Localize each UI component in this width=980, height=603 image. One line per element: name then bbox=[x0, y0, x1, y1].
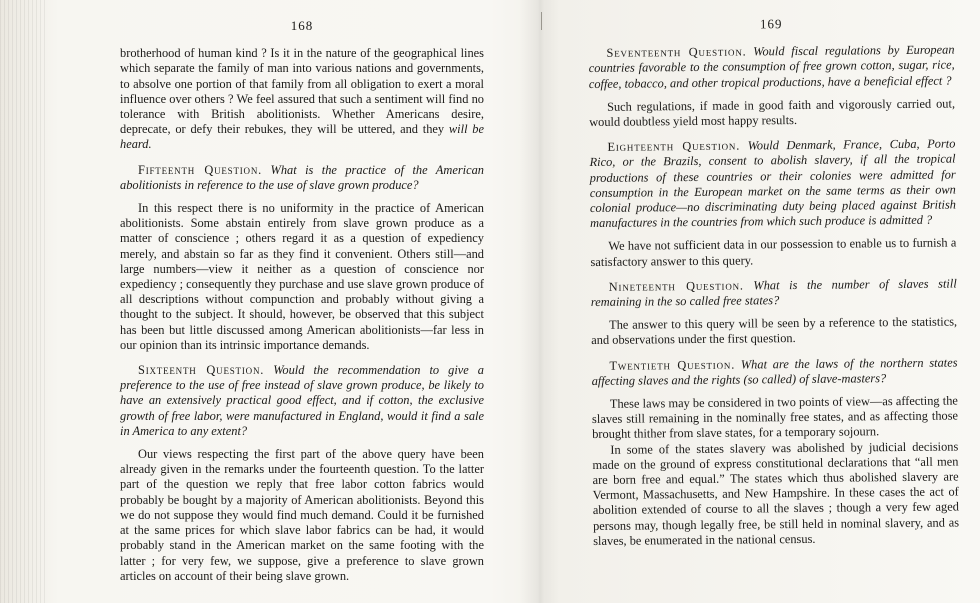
gutter-shadow bbox=[520, 0, 560, 603]
answer-twenty-part-one: These laws may be considered in two points of view—as affecting the slaves still remaining in the nominally free states, and as affecting those brought thither from slave states, for a temporary sojourn. bbox=[591, 393, 959, 442]
answer-fifteen: In this respect there is no uniformity in the practice of American abolitionists. Some abstain entirely from slave grown produce as a matter of conscience ; others regard it as a question of expediency merely, and abstain so far as they find it convenient. Others still—and large numbers—view it neither as a question of conscience nor expediency ; consequently they purchase and use slave grown produce of all descriptions without compunction and probably without giving a thought to the subject. It should, however, be observed that this subject has been but little discussed among American abolitionists—far less in our opinion than its intrinsic importance demands. bbox=[120, 201, 484, 352]
question-heading: Seventeenth Question. bbox=[606, 44, 747, 61]
question-heading: Twentieth Question. bbox=[609, 357, 736, 373]
question-text: What is the number of slaves still remaining in the so called free states? bbox=[590, 276, 957, 310]
answer-eighteen: We have not sufficient data in our possession to enable us to furnish a satisfactory answer to this query. bbox=[590, 235, 957, 269]
question-text: Would fiscal regulations by European countries favorable to the consumption of free grown cotton, sugar, rice, coffee, tobacco, and other tropical productions, have a beneficial effect ? bbox=[588, 42, 955, 91]
question-fifteen bbox=[120, 163, 484, 193]
answer-nineteen: The answer to this query will be seen by a reference to the statistics, and observations under the first question. bbox=[591, 314, 958, 348]
question-twenty bbox=[591, 355, 957, 389]
question-nineteen bbox=[591, 276, 957, 310]
question-heading: Fifteenth Question. bbox=[138, 162, 263, 177]
question-text: What is the practice of the American abolitionists in reference to the use of slave grown produce? bbox=[120, 162, 484, 192]
answer-twenty-part-two: In some of the states slavery was abolished by judicial decisions made on the ground of express constitutional declarations that “all men are born free and equal.” The states which thus abolished slavery are Vermont, Massachusetts, and New Hampshire. In these cases the act of abolition extended of course to all the slaves ; though a very few aged persons may, though legally free, be still held in nominal slavery, and as slaves, be enumerated in the national census. bbox=[592, 439, 960, 548]
question-sixteen bbox=[120, 363, 484, 439]
gutter-mark bbox=[541, 12, 542, 30]
answer-sixteen: Our views respecting the first part of the above query have been already given in the remarks under the fourteenth question. To the latter part of the question we reply that free labor cotton fabrics would probably be bought by a majority of American abolitionists. Beyond this we do not suppose they would find much demand. Could it be furnished at the same prices for which slave labor fabrics can be had, it would probably stand in the American market on the same footing with the latter ; for very few, we suppose, give a preference to slave grown articles on account of their being slave grown. bbox=[120, 447, 484, 583]
question-text: What are the laws of the northern states affecting slaves and the rights (so called) of slave-masters? bbox=[591, 355, 958, 388]
question-eighteen bbox=[589, 137, 956, 232]
paragraph-text: brotherhood of human kind ? Is it in the nature of the geographical lines which separate the family of man into various nations and governments, to absolve one portion of that family from all obligation to exert a moral influence over others ? We feel assured that such a sentiment will find no tolerance with British abolitionists. Whether Americans desire, deprecate, or defy their rebukes, they will be uttered, and they bbox=[120, 46, 484, 137]
paragraph bbox=[120, 46, 484, 152]
question-heading: Eighteenth Question. bbox=[607, 138, 741, 155]
question-seventeen bbox=[588, 43, 954, 92]
question-text: Would the recommendation to give a preference to the use of free instead of slave grown produce, be likely to have an extensively practical good effect, and if cotton, the exclusive growth of free labor, were manufactured in England, would it find a sale in America to any extent? bbox=[120, 363, 485, 438]
emphasis-text: will be heard. bbox=[120, 122, 484, 152]
right-page bbox=[588, 0, 959, 549]
answer-seventeen: Such regulations, if made in good faith and vigorously carried out, would doubtless yield most happy results. bbox=[589, 96, 956, 130]
question-heading: Nineteenth Question. bbox=[608, 278, 744, 294]
page-number: 169 bbox=[759, 16, 783, 32]
question-text: Would Denmark, France, Cuba, Porto Rico, or the Brazils, consent to abolish slavery, if all the tropical productions of these countries or their colonies were admitted for consumption in the European market on the same terms as their own colonial produce—no discriminating duty being placed against British manufactures in the countries from which such produce is admitted ? bbox=[589, 136, 957, 231]
left-page bbox=[120, 0, 484, 584]
binding-edge bbox=[0, 0, 46, 603]
page-number: 168 bbox=[290, 18, 314, 33]
question-heading: Sixteenth Question. bbox=[138, 363, 265, 378]
